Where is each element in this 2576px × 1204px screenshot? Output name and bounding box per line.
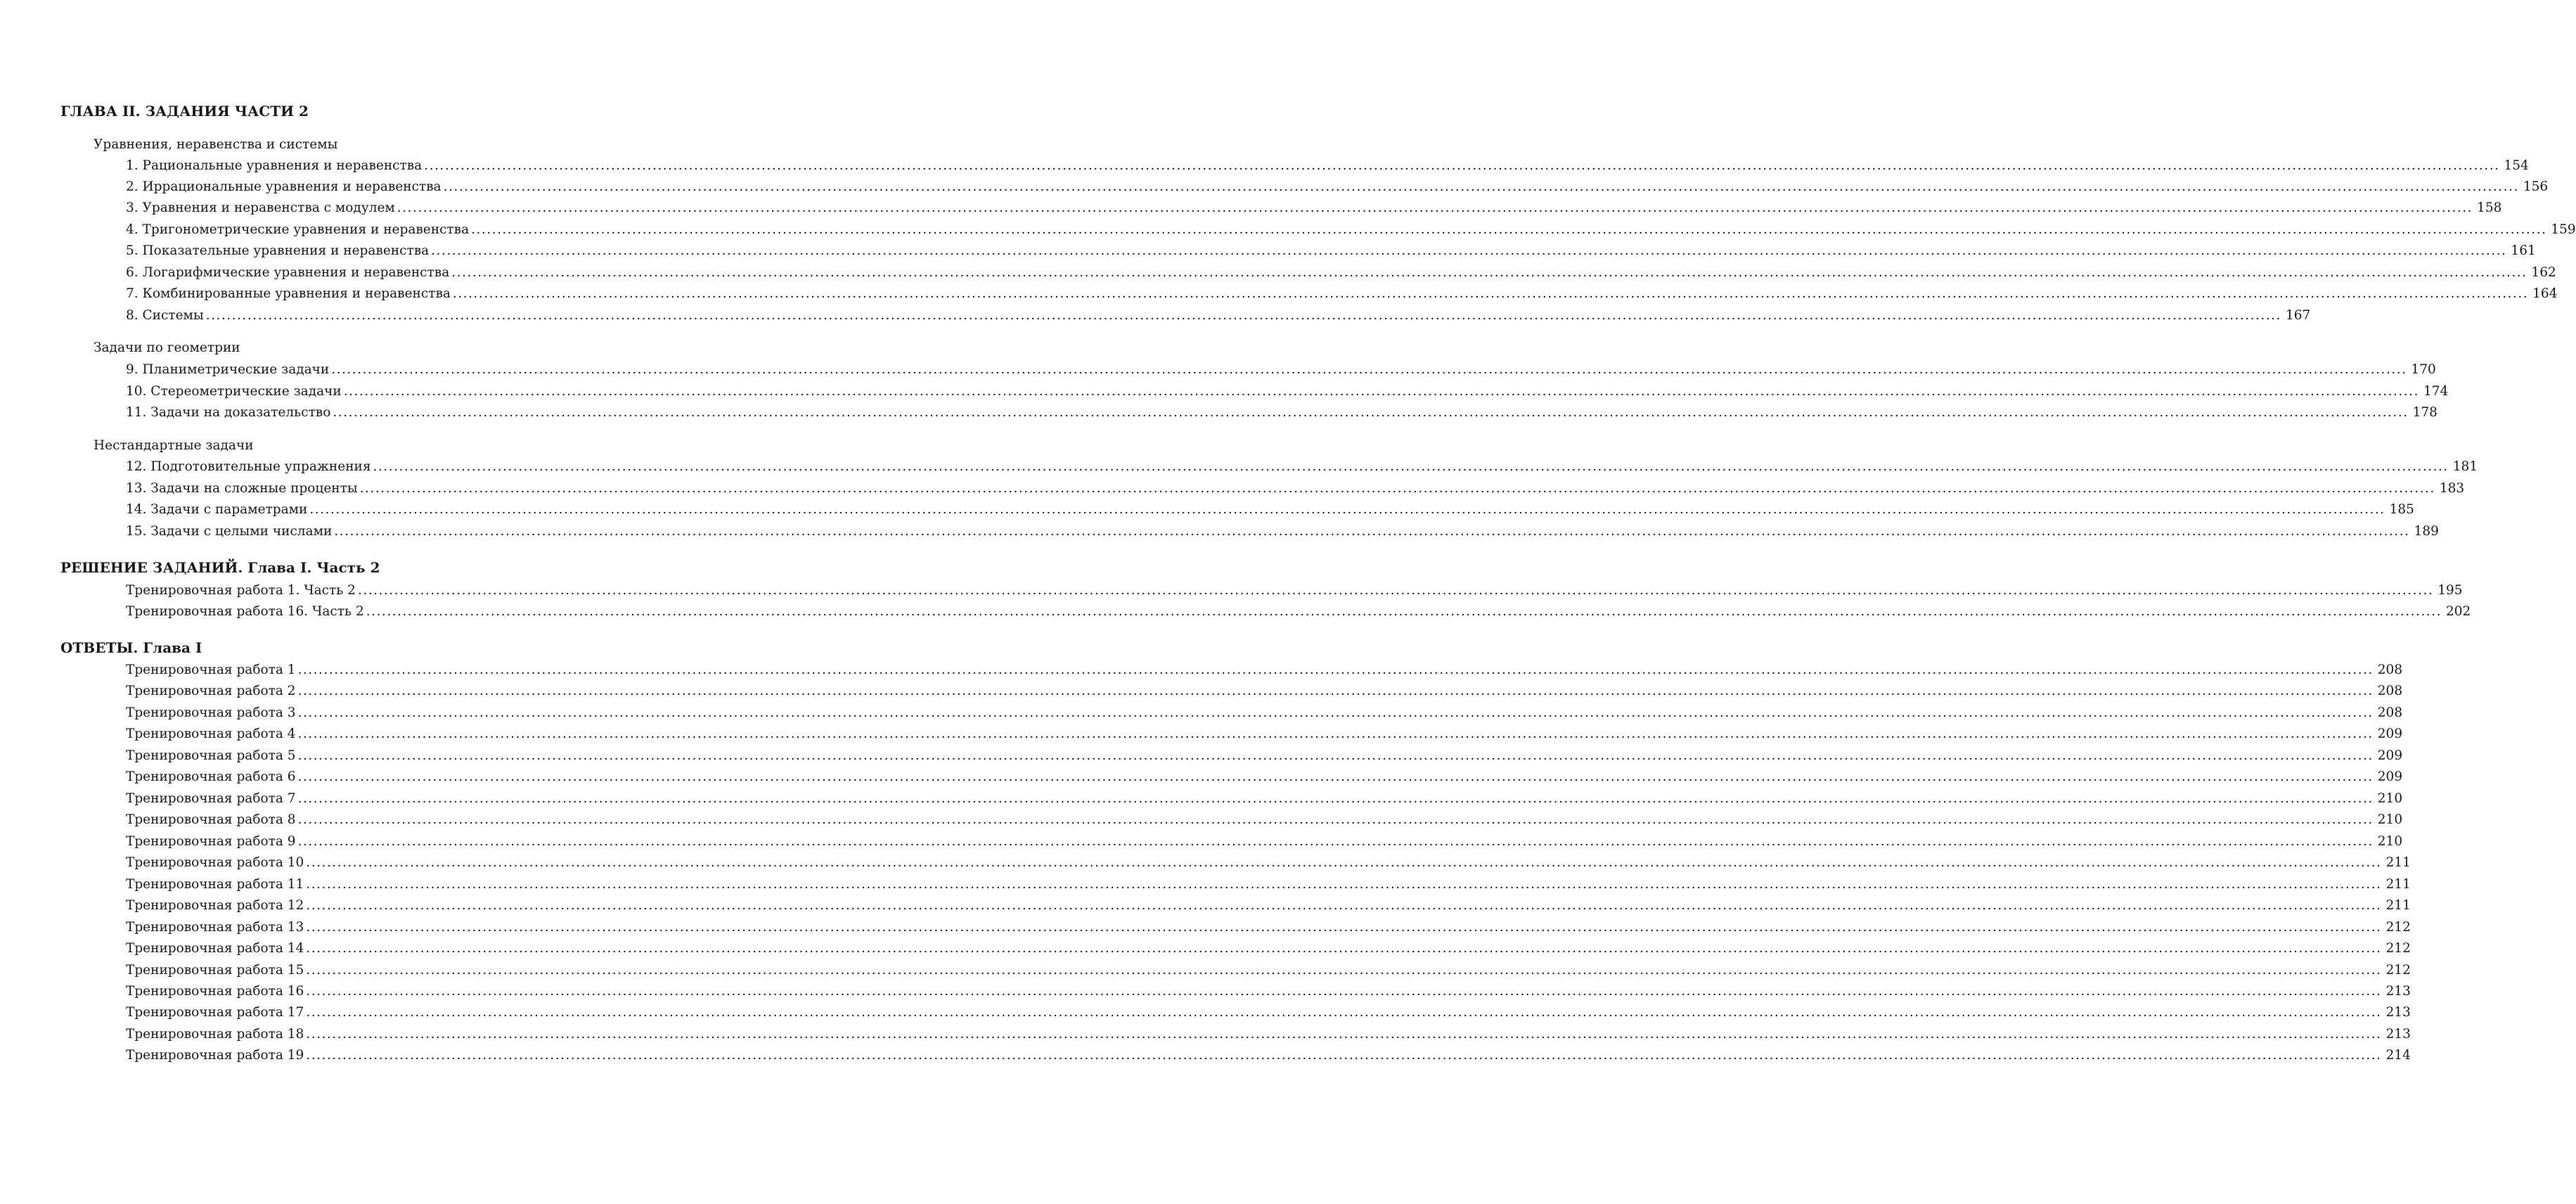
toc-entry-label: 1. Рациональные уравнения и неравенства: [126, 158, 423, 173]
toc-entry-label: 14. Задачи с параметрами: [126, 502, 308, 517]
toc-entry-label: 10. Стереометрические задачи: [126, 384, 342, 399]
toc-entry-page: 156: [2523, 179, 2549, 194]
dot-leader: ................................................................................................................................................................................................................................................................................................................................................................................................................: [306, 877, 2382, 892]
toc-entry-label: 7. Комбинированные уравнения и неравенства: [126, 286, 451, 301]
toc-entry[interactable]: [126, 790, 2403, 807]
toc-entry-label: Тренировочная работа 13: [126, 920, 304, 935]
toc-entry-label: 3. Уравнения и неравенства с модулем: [126, 200, 395, 215]
dot-leader: ................................................................................................................................................................................................................................................................................................................................................................................................................: [359, 481, 2435, 496]
toc-entry-page: 208: [2377, 684, 2403, 698]
dot-leader: ................................................................................................................................................................................................................................................................................................................................................................................................................: [306, 963, 2382, 978]
toc-entry-label: 5. Показательные уравнения и неравенства: [126, 243, 430, 258]
toc-entry-label: Тренировочная работа 18: [126, 1027, 304, 1042]
dot-leader: ................................................................................................................................................................................................................................................................................................................................................................................................................: [297, 769, 2374, 784]
toc-entry-label: Тренировочная работа 15: [126, 963, 304, 978]
toc-entry[interactable]: [126, 383, 2449, 400]
toc-entry-label: 8. Системы: [126, 308, 204, 323]
toc-entry-label: Тренировочная работа 1: [126, 662, 296, 677]
toc-entry-page: 208: [2377, 705, 2403, 720]
toc-entry-page: 211: [2385, 898, 2411, 913]
toc-entry-label: Тренировочная работа 9: [126, 834, 296, 849]
section-heading-solutions: РЕШЕНИЕ ЗАДАНИЙ. Глава I. Часть 2: [60, 559, 380, 576]
toc-entry[interactable]: [126, 158, 2529, 174]
toc-entry-label: 13. Задачи на сложные проценты: [126, 481, 358, 496]
toc-entry-label: Тренировочная работа 12: [126, 898, 304, 913]
dot-leader: ................................................................................................................................................................................................................................................................................................................................................................................................................: [309, 502, 2385, 517]
toc-entry[interactable]: [126, 769, 2403, 786]
dot-leader: ................................................................................................................................................................................................................................................................................................................................................................................................................: [297, 748, 2374, 763]
toc-entry-page: 183: [2439, 481, 2465, 496]
dot-leader: ................................................................................................................................................................................................................................................................................................................................................................................................................: [205, 308, 2281, 323]
toc-entry-page: 161: [2511, 243, 2536, 258]
toc-entry[interactable]: [126, 962, 2411, 979]
toc-entry-label: Тренировочная работа 16: [126, 984, 304, 999]
dot-leader: ................................................................................................................................................................................................................................................................................................................................................................................................................: [306, 984, 2382, 999]
toc-entry-page: 159: [2551, 222, 2576, 237]
toc-entry[interactable]: [126, 726, 2403, 743]
dot-leader: ................................................................................................................................................................................................................................................................................................................................................................................................................: [297, 812, 2374, 827]
toc-entry-label: 15. Задачи с целыми числами: [126, 524, 333, 539]
toc-entry[interactable]: [126, 264, 2556, 281]
toc-entry-label: Тренировочная работа 8: [126, 812, 296, 827]
toc-entry-page: 214: [2385, 1048, 2411, 1063]
dot-leader: ................................................................................................................................................................................................................................................................................................................................................................................................................: [297, 834, 2374, 849]
toc-entry[interactable]: [126, 919, 2411, 936]
toc-entry[interactable]: [126, 501, 2414, 518]
dot-leader: ................................................................................................................................................................................................................................................................................................................................................................................................................: [306, 855, 2382, 870]
toc-entry-page: 213: [2385, 1027, 2411, 1042]
dot-leader: ................................................................................................................................................................................................................................................................................................................................................................................................................: [343, 384, 2419, 399]
toc-entry-label: Тренировочная работа 3: [126, 705, 296, 720]
dot-leader: ................................................................................................................................................................................................................................................................................................................................................................................................................: [357, 583, 2434, 598]
toc-entry-page: 210: [2377, 812, 2403, 827]
toc-entry-page: 210: [2377, 791, 2403, 806]
dot-leader: ................................................................................................................................................................................................................................................................................................................................................................................................................: [306, 1005, 2382, 1020]
toc-entry-label: 9. Планиметрические задачи: [126, 362, 330, 377]
dot-leader: ................................................................................................................................................................................................................................................................................................................................................................................................................: [297, 705, 2374, 720]
toc-entry[interactable]: [126, 179, 2549, 196]
dot-leader: ................................................................................................................................................................................................................................................................................................................................................................................................................: [306, 1027, 2382, 1042]
dot-leader: ................................................................................................................................................................................................................................................................................................................................................................................................................: [297, 791, 2374, 806]
toc-entry-page: 209: [2377, 769, 2403, 784]
toc-entry[interactable]: [126, 940, 2411, 957]
toc-entry[interactable]: [126, 833, 2403, 850]
toc-entry-page: 213: [2385, 984, 2411, 999]
toc-entry[interactable]: [126, 222, 2576, 238]
toc-entry-page: 189: [2414, 524, 2439, 539]
toc-entry-label: Тренировочная работа 5: [126, 748, 296, 763]
toc-entry-page: 209: [2377, 748, 2403, 763]
dot-leader: ................................................................................................................................................................................................................................................................................................................................................................................................................: [334, 524, 2410, 539]
dot-leader: ................................................................................................................................................................................................................................................................................................................................................................................................................: [451, 265, 2527, 280]
toc-entry-label: 2. Иррациональные уравнения и неравенства: [126, 179, 442, 194]
toc-entry[interactable]: [126, 404, 2437, 421]
toc-entry[interactable]: [126, 812, 2403, 828]
toc-entry-label: 6. Логарифмические уравнения и неравенства: [126, 265, 450, 280]
toc-entry[interactable]: [126, 361, 2436, 378]
toc-entry-label: Тренировочная работа 6: [126, 769, 296, 784]
toc-entry-label: Тренировочная работа 17: [126, 1005, 304, 1020]
toc-entry[interactable]: [126, 683, 2403, 700]
dot-leader: ................................................................................................................................................................................................................................................................................................................................................................................................................: [306, 920, 2382, 935]
toc-entry-page: 178: [2412, 405, 2437, 420]
dot-leader: ................................................................................................................................................................................................................................................................................................................................................................................................................: [373, 459, 2449, 474]
toc-entry[interactable]: [126, 603, 2471, 620]
group-title-equations: Уравнения, неравенства и системы: [94, 137, 338, 152]
toc-entry-page: 211: [2385, 877, 2411, 892]
dot-leader: ................................................................................................................................................................................................................................................................................................................................................................................................................: [366, 604, 2442, 619]
toc-entry[interactable]: [126, 876, 2411, 893]
group-title-geometry: Задачи по геометрии: [94, 340, 240, 355]
dot-leader: ................................................................................................................................................................................................................................................................................................................................................................................................................: [452, 286, 2529, 301]
dot-leader: ................................................................................................................................................................................................................................................................................................................................................................................................................: [297, 726, 2374, 741]
toc-entry-page: 202: [2445, 604, 2471, 619]
dot-leader: ................................................................................................................................................................................................................................................................................................................................................................................................................: [471, 222, 2547, 237]
toc-entry-page: 195: [2437, 583, 2463, 598]
toc-entry-page: 208: [2377, 662, 2403, 677]
toc-entry-label: Тренировочная работа 19: [126, 1048, 304, 1063]
toc-entry[interactable]: [126, 897, 2411, 914]
dot-leader: ................................................................................................................................................................................................................................................................................................................................................................................................................: [297, 684, 2374, 698]
toc-entry-page: 212: [2385, 941, 2411, 956]
dot-leader: ................................................................................................................................................................................................................................................................................................................................................................................................................: [431, 243, 2507, 258]
toc-entry[interactable]: [126, 480, 2465, 497]
toc-entry-label: 12. Подготовительные упражнения: [126, 459, 371, 474]
toc-entry-label: 4. Тригонометрические уравнения и неравенства: [126, 222, 470, 237]
dot-leader: ................................................................................................................................................................................................................................................................................................................................................................................................................: [424, 158, 2500, 173]
toc-entry[interactable]: [126, 582, 2463, 599]
toc-entry[interactable]: [126, 243, 2536, 260]
toc-entry-page: 170: [2411, 362, 2436, 377]
section-heading-answers: ОТВЕТЫ. Глава I: [60, 639, 202, 656]
dot-leader: ................................................................................................................................................................................................................................................................................................................................................................................................................: [397, 200, 2473, 215]
toc-entry[interactable]: [126, 1004, 2411, 1021]
toc-entry[interactable]: [126, 286, 2558, 302]
toc-entry-label: Тренировочная работа 16. Часть 2: [126, 604, 364, 619]
dot-leader: ................................................................................................................................................................................................................................................................................................................................................................................................................: [306, 898, 2382, 913]
toc-entry[interactable]: [126, 459, 2478, 475]
toc-entry-label: Тренировочная работа 2: [126, 684, 296, 698]
toc-entry[interactable]: [126, 523, 2439, 540]
toc-entry-page: 209: [2377, 726, 2403, 741]
toc-entry-page: 154: [2504, 158, 2529, 173]
toc-entry-label: Тренировочная работа 11: [126, 877, 304, 892]
toc-entry-label: Тренировочная работа 10: [126, 855, 304, 870]
dot-leader: ................................................................................................................................................................................................................................................................................................................................................................................................................: [333, 405, 2409, 420]
toc-entry[interactable]: [126, 854, 2411, 871]
toc-entry-page: 181: [2452, 459, 2478, 474]
toc-entry-page: 211: [2385, 855, 2411, 870]
dot-leader: ................................................................................................................................................................................................................................................................................................................................................................................................................: [306, 1048, 2382, 1063]
toc-entry[interactable]: [126, 662, 2403, 679]
dot-leader: ................................................................................................................................................................................................................................................................................................................................................................................................................: [297, 662, 2374, 677]
toc-entry[interactable]: [126, 1026, 2411, 1043]
toc-entry[interactable]: [126, 200, 2502, 217]
toc-entry-page: 167: [2285, 308, 2311, 323]
dot-leader: ................................................................................................................................................................................................................................................................................................................................................................................................................: [443, 179, 2519, 194]
toc-entry-page: 210: [2377, 834, 2403, 849]
toc-entry-page: 212: [2385, 963, 2411, 978]
toc-entry[interactable]: [126, 307, 2311, 324]
toc-entry-page: 212: [2385, 920, 2411, 935]
toc-entry-page: 158: [2477, 200, 2502, 215]
toc-entry-label: Тренировочная работа 4: [126, 726, 296, 741]
dot-leader: ................................................................................................................................................................................................................................................................................................................................................................................................................: [306, 941, 2382, 956]
group-title-nonstandard: Нестандартные задачи: [94, 438, 254, 453]
dot-leader: ................................................................................................................................................................................................................................................................................................................................................................................................................: [331, 362, 2407, 377]
toc-entry-page: 162: [2531, 265, 2556, 280]
toc-entry[interactable]: [126, 705, 2403, 722]
toc-entry-label: Тренировочная работа 7: [126, 791, 296, 806]
toc-entry[interactable]: [126, 1047, 2411, 1064]
toc-entry-page: 164: [2532, 286, 2558, 301]
toc-entry-label: Тренировочная работа 1. Часть 2: [126, 583, 356, 598]
toc-entry-label: 11. Задачи на доказательство: [126, 405, 331, 420]
toc-entry-page: 185: [2389, 502, 2414, 517]
toc-entry[interactable]: [126, 983, 2411, 1000]
toc-entry[interactable]: [126, 748, 2403, 764]
toc-entry-page: 213: [2385, 1005, 2411, 1020]
toc-entry-page: 174: [2423, 384, 2449, 399]
section-heading-chapter-2: ГЛАВА II. ЗАДАНИЯ ЧАСТИ 2: [60, 103, 309, 120]
toc-entry-label: Тренировочная работа 14: [126, 941, 304, 956]
